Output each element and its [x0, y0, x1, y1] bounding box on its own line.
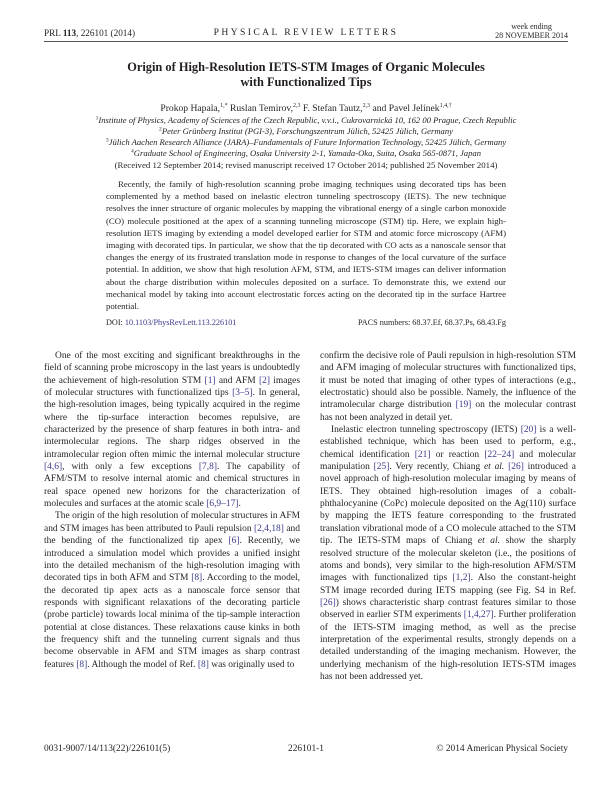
author-list: [40, 103, 572, 115]
paragraph: One of the most exciting and significant breakthroughs in the field of scanning probe microscopy in the last years is undoubtedly the achievement of high-resolution STM [1] and AFM [2] images of molecular structures with functionalized tips [3–5]. In general, the high-resolution images, being typically acquired in the regime where the tip-surface interaction becomes repulsive, are characterized by the presence of sharp features in both intra- and intermolecular regions. The sharp ridges observed in the intramolecular region often mimic the internal molecular structure [4,6], with only a few exceptions [7,8]. The capability of AFM/STM to resolve internal atomic and chemical structures in real space opened new horizons for the characterization of molecules and surfaces at the atomic scale [6,9–17].: [44, 351, 300, 510]
author: Ruslan Temirov,: [229, 103, 293, 114]
running-header: [44, 22, 568, 42]
reference-link[interactable]: [6]: [228, 536, 240, 547]
reference-link[interactable]: [25]: [373, 462, 390, 473]
volume: 113: [62, 28, 77, 38]
reference-link[interactable]: [8]: [76, 659, 88, 670]
week-ending: [495, 22, 568, 40]
reference-link[interactable]: [26]: [508, 462, 524, 473]
paragraph-continued: confirm the decisive role of Pauli repulsion in high-resolution STM and AFM imaging of molecular structures with functionalized tips, it must be noted that imaging of other types of interactions (e.g., electrostatic) should also be possible. Namely, the influence of the intramolecular charge distribution [19] on the molecular contrast has not been analyzed in detail yet.: [320, 351, 576, 423]
reference-link[interactable]: [7,8]: [198, 462, 217, 473]
affil-number: 1: [95, 115, 99, 122]
reference-link[interactable]: [6,9–17]: [206, 499, 239, 510]
journal-name: PHYSICAL REVIEW LETTERS: [213, 27, 399, 38]
doi-link[interactable]: 10.1103/PhysRevLett.113.226101: [124, 318, 237, 327]
author: Prokop Hapala,: [160, 103, 221, 114]
paragraph: The origin of the high resolution of molecular structures in AFM and STM images has been attributed to Pauli repulsion [2,4,18] and the bending of the functionalized tip apex [6]. Recently, we introduced a simulation model which provides a unified insight into the detailed mechanism of the high-resolution imaging with decorated tips in both AFM and STM [8]. According to the model, the decorated tip apex acts as a nanoscale force sensor that responds with significant relaxations of the decorating particle (probe particle) towards local minima of the tip-sample interaction potential at close distances. These relaxations cause kinks in both the frequency shift and the tunneling current signals and thus become observable in AFM and STM images as sharp contrast features [8]. Although the model of Ref. [8] was originally used to: [44, 511, 300, 670]
affil-number: 3: [105, 137, 109, 144]
affil-text: Jülich Aachen Research Alliance (JARA)–Fundamentals of Future Information Technology, 52425 Jülich, Germany: [108, 137, 507, 147]
doi-pacs-line: [106, 318, 506, 330]
title-line-1: Origin of High-Resolution IETS-STM Images of Organic Molecules: [127, 60, 485, 74]
reference-link[interactable]: [2]: [258, 375, 270, 386]
author-affil-sup[interactable]: 1,*: [220, 103, 228, 109]
reference-link[interactable]: [2,4,18]: [254, 523, 284, 534]
doi-label: DOI:: [106, 318, 123, 327]
doi: [106, 318, 236, 327]
reference-link[interactable]: [20]: [520, 425, 537, 436]
reference-link[interactable]: [21]: [414, 449, 431, 460]
affiliation-1: [36, 115, 576, 126]
week-ending-label: week ending: [511, 22, 552, 31]
title-line-2: with Functionalized Tips: [240, 75, 372, 89]
italic-text: et al.: [483, 462, 505, 473]
article-title: [60, 60, 552, 90]
abstract: Recently, the family of high-resolution scanning probe imaging techniques using decorated tips has been complemented by a method based on inelastic electron tunneling spectroscopy (IETS). The new technique resolves the inner structure of organic molecules by mapping the vibrational energy of a single carbon monoxide (CO) molecule positioned at the apex of a scanning tunneling microscope (STM) tip. Here, we explain high-resolution IETS imaging by extending a model developed earlier for STM and atomic force microscopy (AFM) imaging with decorated tips. In particular, we show that the tip decorated with CO acts as a nanoscale sensor that changes the energy of its frustrated translation mode in response to changes of the local curvature of the surface potential. In addition, we show that high resolution AFM, STM, and IETS-STM images can deliver information about the charge distribution within molecules deposited on a surface. To demonstrate this, we extend our mechanical model by taking into account electrostatic forces acting on the decorated tip in the surface Hartree potential.: [106, 179, 506, 312]
reference-link[interactable]: [22–24]: [484, 449, 515, 460]
page-number: 226101-1: [288, 744, 324, 754]
italic-text: et al.: [477, 536, 500, 547]
affiliation-4: [36, 148, 576, 159]
reference-link[interactable]: [1]: [204, 375, 216, 386]
journal-abbrev: PRL: [44, 28, 61, 38]
author: and Pavel Jelínek: [372, 103, 440, 114]
affil-number: 2: [159, 126, 162, 133]
reference-link[interactable]: [8]: [191, 573, 203, 584]
copyright: © 2014 American Physical Society: [436, 744, 568, 754]
author-affil-sup: 2,3: [292, 103, 301, 109]
author: F. Stefan Tautz,: [302, 103, 363, 114]
paragraph: Inelastic electron tunneling spectroscopy (IETS) [20] is a well-established technique, which has been used to perform, e.g., chemical identification [21] or reaction [22–24] and molecular manipulation [25]. Very recently, Chiang et al. [26] introduced a novel approach of high-resolution molecular imaging by means of IETS. They obtained high-resolution images of a cobalt-phthalocyanine (CoPc) molecule deposited on the Ag(110) surface by mapping the IETS feature corresponding to the frustrated translation vibrational mode of a CO molecule attached to the STM tip. The IETS-STM maps of Chiang et al. show the sharply resolved structure of the molecular skeleton (i.e., the positions of atoms and bonds), very similar to the high-resolution AFM/STM images with functionalized tips [1,2]. Also the constant-height STM image recorded during IETS mapping (see Fig. S4 in Ref. [26]) shows characteristic sharp contrast features similar to those observed in earlier STM experiments [1,4,27]. Further proliferation of the IETS-STM imaging method, as well as the precise interpretation of the experimental results, strongly depends on a detailed understanding of the imaging mechanism. However, the underlying mechanism of the high-resolution IETS-STM images has not been addressed yet.: [320, 425, 577, 682]
affil-number: 4: [130, 148, 134, 155]
author-affil-sup: 2,3: [362, 103, 371, 109]
affil-text: Peter Grünberg Institut (PGI-3), Forschungszentrum Jülich, 52425 Jülich, Germany: [161, 126, 453, 136]
reference-link[interactable]: [1,4,27]: [463, 610, 494, 621]
author-affil-sup[interactable]: 1,4,†: [439, 103, 452, 109]
affiliation-3: [36, 137, 576, 148]
article-year: , 226101 (2014): [76, 28, 136, 38]
affil-text: Institute of Physics, Academy of Sciences of the Czech Republic, v.v.i., Cukrovarnická 10, 162 00 Prague, Czech Republic: [98, 115, 517, 125]
reference-link[interactable]: [1,2]: [452, 573, 471, 584]
received-dates: (Received 12 September 2014; revised manuscript received 17 October 2014; published 25 November 2014): [114, 160, 498, 170]
body-column-right: [320, 350, 576, 683]
affil-text: Graduate School of Engineering, Osaka University 2-1, Yamada-Oka, Suita, Osaka 565-0871, Japan: [133, 148, 481, 158]
week-ending-date: 28 NOVEMBER 2014: [495, 31, 568, 40]
body-column-left: [44, 350, 300, 671]
issn-code: 0031-9007/14/113(22)/226101(5): [44, 744, 171, 754]
affiliation-2: [36, 126, 576, 137]
reference-link[interactable]: [26]: [320, 597, 336, 608]
reference-link[interactable]: [4,6]: [44, 462, 63, 473]
header-rule: [44, 41, 568, 42]
page-footer: [44, 744, 568, 756]
pacs-numbers: PACS numbers: 68.37.Ef, 68.37.Ps, 68.43.Fg: [357, 318, 506, 327]
reference-link[interactable]: [3–5]: [232, 388, 253, 399]
reference-link[interactable]: [19]: [455, 400, 472, 411]
reference-link[interactable]: [8]: [197, 659, 209, 670]
